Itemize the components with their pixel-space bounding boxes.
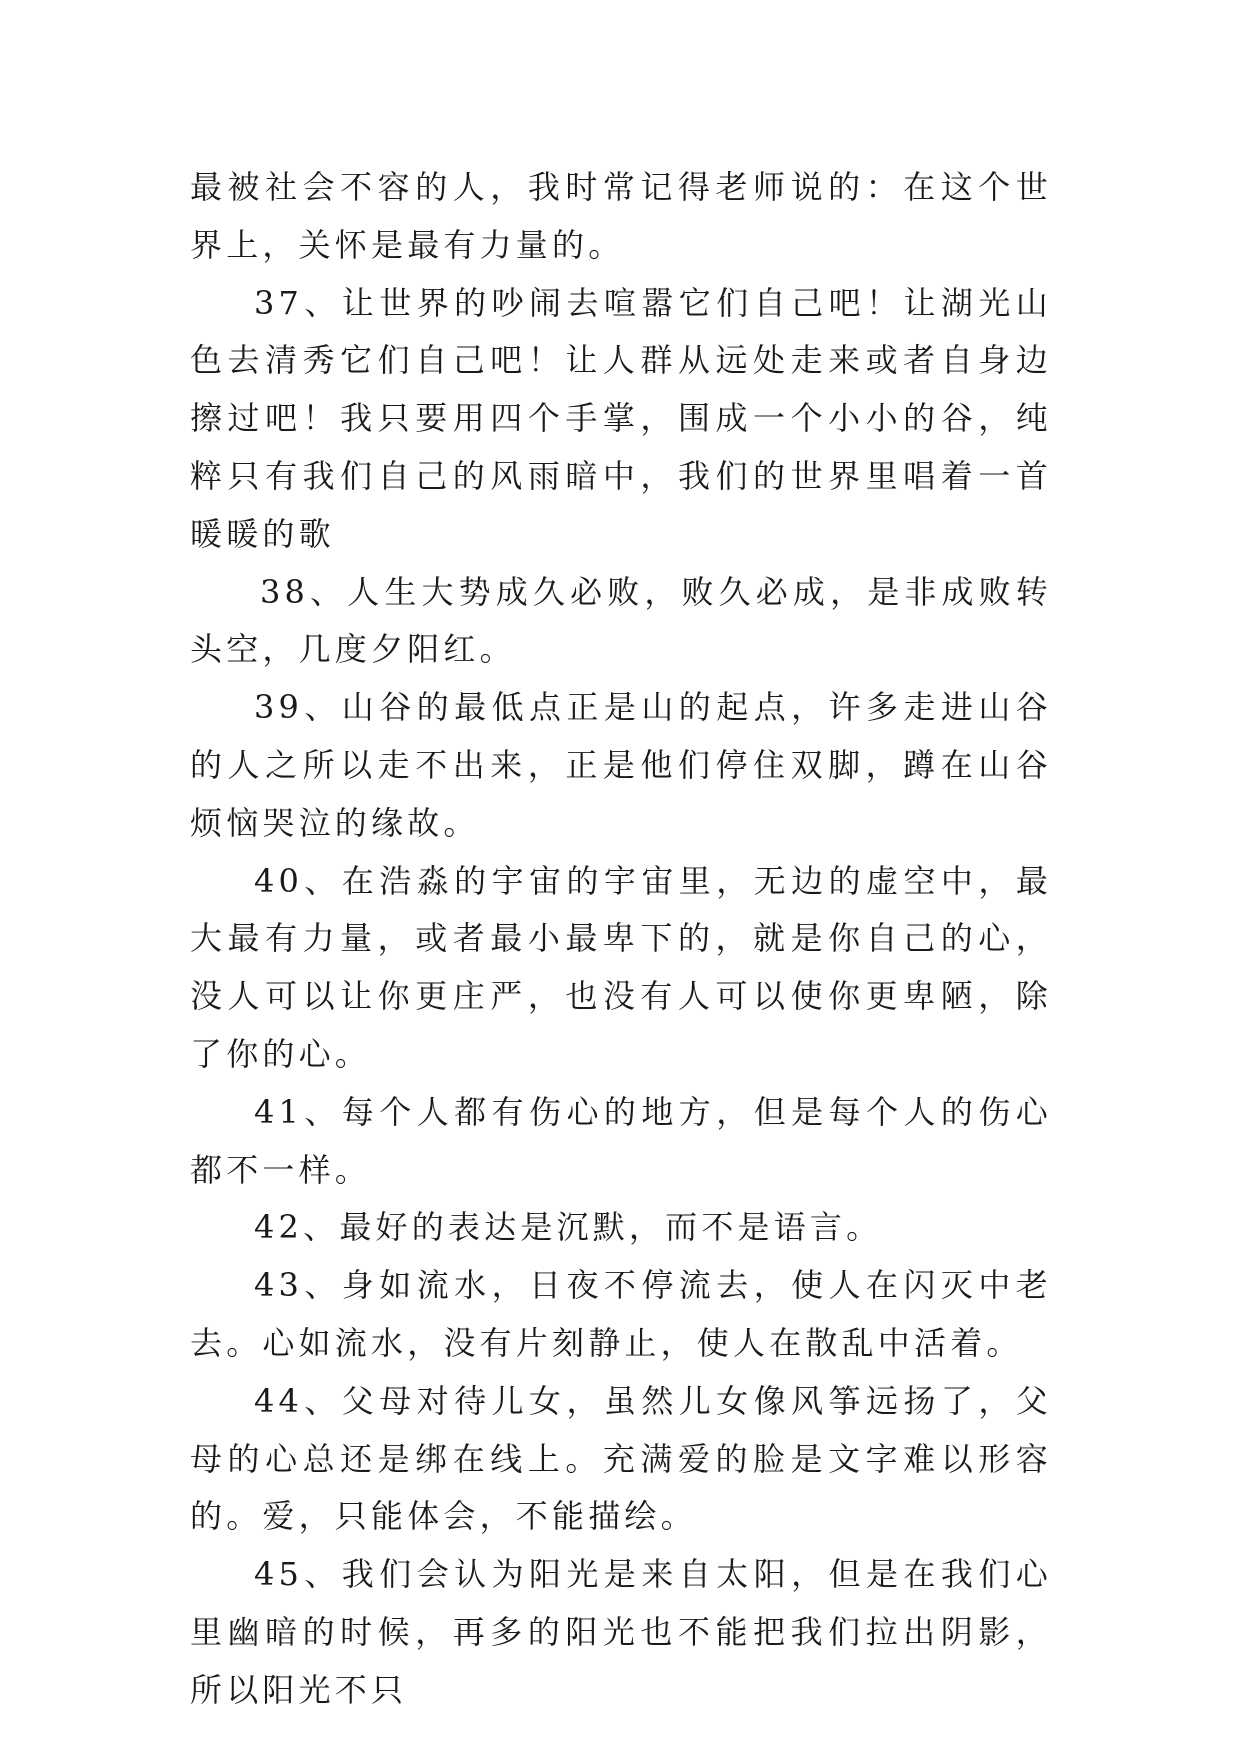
paragraph-40: 40、在浩淼的宇宙的宇宙里，无边的虚空中，最大最有力量，或者最小最卑下的，就是你自己的心，没人可以让你更庄严，也没有人可以使你更卑陋，除了你的心。 [190,861,1052,1073]
paragraph-continued: 最被社会不容的人，我时常记得老师说的：在这个世界上，关怀是最有力量的。 [190,168,1052,264]
paragraph-39: 39、山谷的最低点正是山的起点，许多走进山谷的人之所以走不出来，正是他们停住双脚，蹲在山谷烦恼哭泣的缘故。 [190,688,1052,842]
paragraph-38: 38、人生大势成久必败，败久必成，是非成败转头空，几度夕阳红。 [190,572,1052,669]
body-text [190,159,1052,1720]
paragraph-43: 43、身如流水，日夜不停流去，使人在闪灭中老去。心如流水，没有片刻静止，使人在散乱中活着。 [190,1266,1052,1362]
paragraph-44: 44、父母对待儿女，虽然儿女像风筝远扬了，父母的心总还是绑在线上。充满爱的脸是文字难以形容的。爱，只能体会，不能描绘。 [190,1381,1052,1536]
paragraph-41: 41、每个人都有伤心的地方，但是每个人的伤心都不一样。 [190,1092,1052,1189]
paragraph-42: 42、最好的表达是沉默，而不是语言。 [254,1208,883,1247]
paragraph-37: 37、让世界的吵闹去喧嚣它们自己吧！让湖光山色去清秀它们自己吧！让人群从远处走来或者自身边擦过吧！我只要用四个手掌，围成一个小小的谷，纯粹只有我们自己的风雨暗中，我们的世界里唱着一首暖暖的歌 [190,283,1052,553]
paragraph-45: 45、我们会认为阳光是来自太阳，但是在我们心里幽暗的时候，再多的阳光也不能把我们拉出阴影，所以阳光不只 [190,1555,1052,1709]
